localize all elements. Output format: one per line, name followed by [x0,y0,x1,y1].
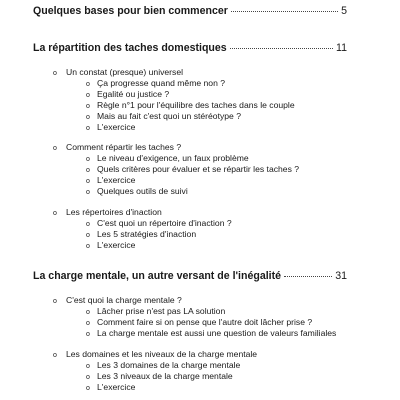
subsection-label: Quelques outils de suivi [97,186,188,196]
chapter-page-number: 11 [336,42,347,54]
subsection-label: Lâcher prise n'est pas LA solution [97,306,226,316]
dot-leader [284,275,332,277]
circle-bullet-icon: o [86,81,90,88]
subsection-label: Egalité ou justice ? [97,89,170,99]
subsection-label: Les 3 niveaux de la charge mentale [97,371,233,381]
chapter-title: Quelques bases pour bien commencer [33,5,228,17]
circle-bullet-icon: o [86,320,90,327]
circle-bullet-icon: o [53,298,57,305]
circle-bullet-icon: o [86,189,90,196]
section-label: Un constat (presque) universel [66,67,184,77]
toc-chapter-bases[interactable] [33,5,347,18]
section-label: Les domaines et les niveaux de la charge mentale [66,349,258,359]
toc-chapter-repartition[interactable] [33,42,347,55]
dot-leader [230,47,333,49]
subsection-label: L'exercice [97,175,136,185]
subsection-label: Comment faire si on pense que l'autre doit lâcher prise ? [97,317,313,327]
circle-bullet-icon: o [86,309,90,316]
toc-subsection[interactable] [86,382,135,395]
toc-subsection[interactable] [86,186,188,199]
chapter-page-number: 31 [335,270,347,282]
circle-bullet-icon: o [53,70,57,77]
chapter-title: La charge mentale, un autre versant de l'inégalité [33,270,282,282]
circle-bullet-icon: o [86,125,90,132]
subsection-label: Règle n°1 pour l'équilibre des taches dans le couple [97,100,295,110]
circle-bullet-icon: o [86,363,90,370]
subsection-label: Le niveau d'exigence, un faux problème [97,153,249,163]
subsection-label: La charge mentale est aussi une question de valeurs familiales [97,328,337,338]
circle-bullet-icon: o [86,92,90,99]
subsection-label: L'exercice [97,122,136,132]
circle-bullet-icon: o [86,103,90,110]
circle-bullet-icon: o [86,232,90,239]
section-label: Les répertoires d'inaction [66,207,162,217]
subsection-label: Quels critères pour évaluer et se répartir les taches ? [97,164,300,174]
subsection-label: Ça progresse quand même non ? [97,78,226,88]
circle-bullet-icon: o [53,145,57,152]
dot-leader [231,10,338,12]
section-label: Comment répartir les taches ? [66,142,182,152]
circle-bullet-icon: o [86,374,90,381]
section-label: C'est quoi la charge mentale ? [66,295,182,305]
circle-bullet-icon: o [53,352,57,359]
circle-bullet-icon: o [86,331,90,338]
circle-bullet-icon: o [86,385,90,392]
circle-bullet-icon: o [86,167,90,174]
toc-subsection[interactable] [86,122,135,135]
subsection-label: Mais au fait c'est quoi un stéréotype ? [97,111,241,121]
toc-subsection[interactable] [86,328,336,341]
subsection-label: Les 5 stratégies d'inaction [97,229,197,239]
circle-bullet-icon: o [86,114,90,121]
circle-bullet-icon: o [86,221,90,228]
chapter-page-number: 5 [341,5,347,17]
subsection-label: Les 3 domaines de la charge mentale [97,360,241,370]
subsection-label: C'est quoi un répertoire d'inaction ? [97,218,232,228]
circle-bullet-icon: o [53,210,57,217]
toc-subsection[interactable] [86,240,135,253]
subsection-label: L'exercice [97,382,136,392]
circle-bullet-icon: o [86,243,90,250]
subsection-label: L'exercice [97,240,136,250]
circle-bullet-icon: o [86,156,90,163]
circle-bullet-icon: o [86,178,90,185]
toc-chapter-charge-mentale[interactable] [33,270,347,283]
chapter-title: La répartition des taches domestiques [33,42,227,54]
